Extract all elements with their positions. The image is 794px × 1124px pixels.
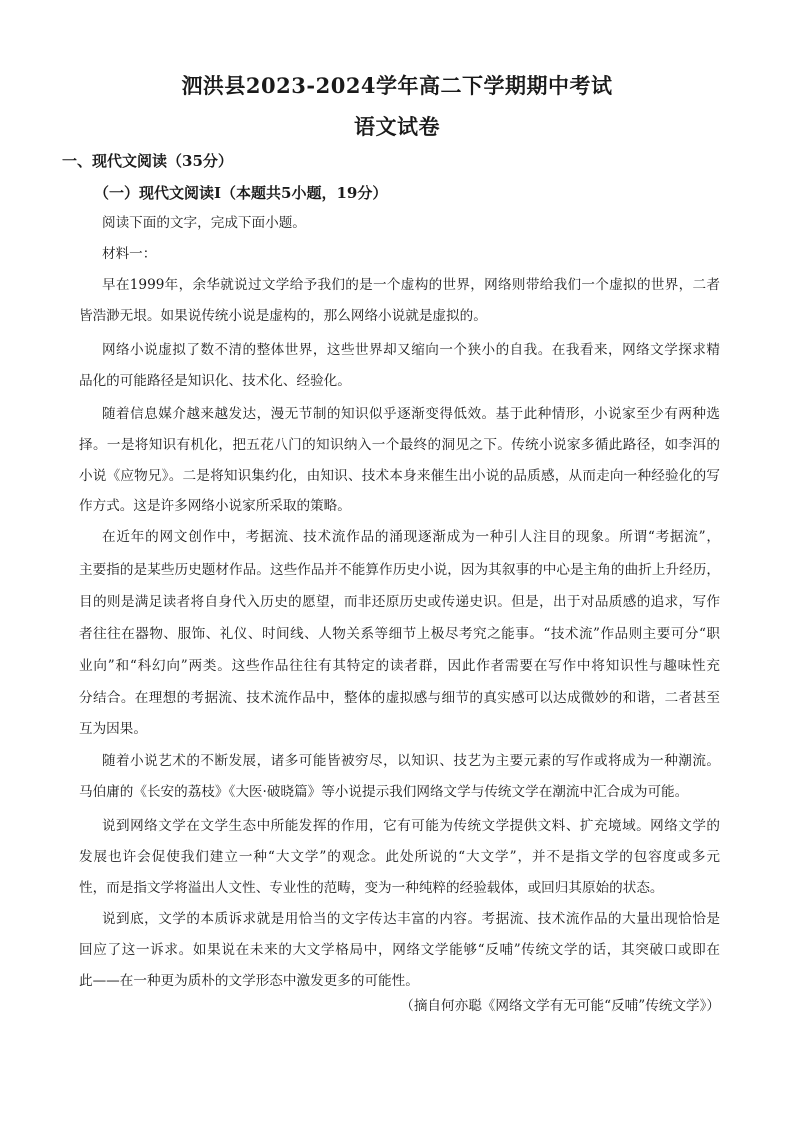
text-line: 业向”和“科幻向”两类。这些作品往往有其特定的读者群，因此作者需要在写作中将知识性与趣味性充: [79, 658, 720, 674]
text-line: 此——在一种更为质朴的文学形态中激发更多的可能性。: [79, 973, 419, 989]
text-line: 说到底，文学的本质诉求就是用恰当的文字传达丰富的内容。考据流、技术流作品的大量出现恰恰是: [102, 911, 720, 927]
text-line: 网络小说虚拟了数不清的整体世界，这些世界却又缩向一个狭小的自我。在我看来，网络文学探求精: [102, 342, 720, 358]
text-line: 品化的可能路径是知识化、技术化、经验化。: [79, 373, 351, 389]
source-citation: （摘自何亦聪《网络文学有无可能“反哺”传统文学》）: [400, 998, 720, 1014]
text-line: 随着小说艺术的不断发展，诸多可能皆被穷尽，以知识、技艺为主要元素的写作或将成为一种潮流。: [102, 753, 720, 769]
exam-subtitle: 语文试卷: [354, 114, 440, 139]
exam-title: 泗洪县2023-2024学年高二下学期期中考试: [181, 73, 613, 98]
section-heading: 一、现代文阅读（35分）: [62, 152, 233, 170]
text-line: 性，而是指文学将溢出人文性、专业性的范畴，变为一种纯粹的经验载体，或回归其原始的状态。: [79, 880, 664, 896]
text-line: 互为因果。: [79, 721, 147, 737]
text-line: 者往往在器物、服饰、礼仪、时间线、人物关系等细节上极尽考究之能事。“技术流”作品则主要可分“职: [79, 626, 720, 642]
text-line: 回应了这一诉求。如果说在未来的大文学格局中，网络文学能够“反哺”传统文学的话，其突破口或即在: [79, 942, 720, 958]
text-line: 皆浩渺无垠。如果说传统小说是虚构的，那么网络小说就是虚拟的。: [79, 308, 487, 324]
text-line: 小说《应物兄》。二是将知识集约化，由知识、技术本身来催生出小说的品质感，从而走向一种经验化的写: [79, 468, 720, 484]
text-line: 随着信息媒介越来越发达，漫无节制的知识似乎逐渐变得低效。基于此种情形，小说家至少有两种选: [102, 406, 720, 422]
text-line: 在近年的网文创作中，考据流、技术流作品的涌现逐渐成为一种引人注目的现象。所谓“考据流”，: [102, 529, 720, 545]
text-line: 择。一是将知识有机化，把五花八门的知识纳入一个最终的洞见之下。传统小说家多循此路径，如李洱的: [79, 437, 720, 453]
subsection-heading: （一）现代文阅读Ⅰ（本题共5小题，19分）: [94, 184, 388, 202]
text-line: 马伯庸的《长安的荔枝》《大医·破晓篇》等小说提示我们网络文学与传统文学在潮流中汇合成为可能。: [79, 784, 689, 800]
material-label: 材料一：: [102, 246, 157, 262]
text-line: 目的则是满足读者将自身代入历史的愿望，而非还原历史或传递史识。但是，出于对品质感的追求，写作: [79, 594, 720, 610]
text-line: 早在1999年，余华就说过文学给予我们的是一个虚构的世界，网络则带给我们一个虚拟的世界，二者: [102, 277, 720, 293]
text-line: 发展也许会促使我们建立一种“大文学”的观念。此处所说的“大文学”，并不是指文学的包容度或多元: [79, 849, 720, 865]
text-line: 主要指的是某些历史题材作品。这些作品并不能算作历史小说，因为其叙事的中心是主角的曲折上升经历，: [79, 562, 720, 578]
text-line: 分结合。在理想的考据流、技术流作品中，整体的虚拟感与细节的真实感可以达成微妙的和谐，二者甚至: [79, 690, 720, 706]
text-line: 说到网络文学在文学生态中所能发挥的作用，它有可能为传统文学提供文料、扩充境域。网络文学的: [102, 818, 720, 834]
instructions-text: 阅读下面的文字，完成下面小题。: [102, 215, 306, 231]
text-line: 作方式。这是许多网络小说家所采取的策略。: [79, 498, 351, 514]
